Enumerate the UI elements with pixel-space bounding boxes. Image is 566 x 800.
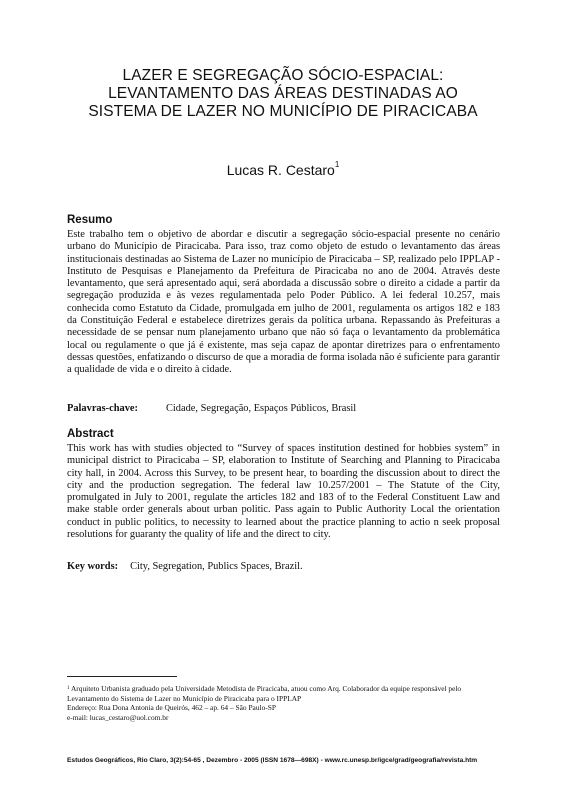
palavras-chave-line [67,403,356,414]
author-line [0,162,566,178]
palavras-chave-values: Cidade, Segregação, Espaços Públicos, Brasil [165,403,357,414]
footnote-line-1: $^1$ Arquiteto Urbanista graduado pela Universidade Metodista de Piracicaba, atuou como Arq. Colaborador da equipe responsável pelo Levantamento do Sistema de Lazer no Município de Piracicaba para o IPPLAP [67,684,462,703]
title-line-2: LEVANTAMENTO DAS ÁREAS DESTINADAS AO [108,85,458,102]
footnote-line-2: Endereço: Rua Dona Antonia de Queirós, 462 – ap. 64 – São Paulo-SP [67,703,276,713]
resumo-heading: Resumo [67,214,113,226]
abstract-body [67,443,500,541]
footnote-marker: 1 [67,686,70,691]
title-line-1: LAZER E SEGREGAÇÃO SÓCIO-ESPACIAL: [122,67,444,84]
abstract-heading: Abstract [67,428,114,440]
resumo-body [67,229,500,377]
footnote-line-3: e-mail: lucas_cestaro@uol.com.br [67,712,169,722]
paper-title [40,67,526,121]
footnote-separator [67,676,177,677]
author-name: Lucas R. Cestaro [226,162,335,178]
journal-footer: Estudos Geográficos, Rio Claro, 3(2):54-65 , Dezembro - 2005 (ISSN 1678—698X) - www.rc.unesp.br/igce/grad/geografia/revista.htm [67,757,478,764]
abstract-text: This work has with studies objected to “Survey of spaces institution destined for hobbies system” in municipal district to Piracicaba – SP, elaboration to Institute of Searching and Planning to Piracicaba city hall, in 2004. Across this Survey, to be present hear, to boarding the discussion about to direct the city and the production segregation. The federal law 10.257/2001 – The Statute of the City, promulgated in July to 2001, regulate the articles 182 and 183 of to the Federal Constituent Law and make stable order generals about urban politic. Pass again to Public Authority Local the orientation conduct in public politics, to necessity to learned about the practice planning to actio n seek proposal resolutions for guaranty the quality of life and the direct to city. [67,443,500,541]
title-line-3: SISTEMA DE LAZER NO MUNICÍPIO DE PIRACICABA [88,103,478,120]
palavras-chave-label: Palavras-chave: [67,403,138,414]
key-words-line [67,561,303,572]
key-words-values: City, Segregation, Publics Spaces, Brazil. [130,561,303,572]
key-words-label: Key words: [67,561,119,572]
resumo-text: Este trabalho tem o objetivo de abordar e discutir a segregação sócio-espacial presente no cenário urbano do Município de Piracicaba. Para isso, traz como objeto de estudo o levantamento das áreas institucionais destinadas ao Sistema de Lazer no município de Piracicaba – SP, realizado pelo IPPLAP - Instituto de Pesquisas e Planejamento da Prefeitura de Piracicaba no ano de 2004. Através deste levantamento, que será apresentado aqui, será abordada a discussão sobre o direito a cidade a partir da segregação produzida e às vezes regulamentada pelo Poder Público. A lei federal 10.257, mais conhecida como Estatuto da Cidade, promulgada em julho de 2001, regulamenta os artigos 182 e 183 da Constituição Federal e estabelece diretrizes gerais da política urbana. Repassando às Prefeituras a necessidade de se pensar num planejamento urbano que não só faça o levantamento da problemática local ou regulamente o que já é existente, mas seja capaz de apontar diretrizes para o enfrentamento dessas questões, enfatizando o discurso de que a moradia de forma isolada não é suficiente para garantir a qualidade de vida e o direito à cidade. [67,229,500,376]
footnote [67,684,500,722]
author-footnote-marker: 1 [334,160,340,169]
